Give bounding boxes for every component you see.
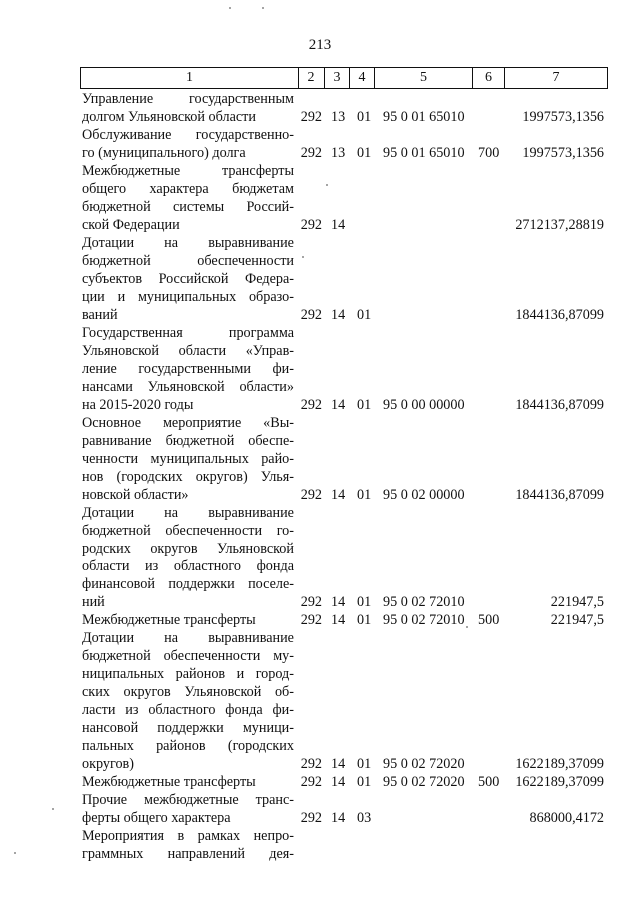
subsection-code: 01 — [357, 756, 372, 773]
section-code: 14 — [331, 594, 346, 611]
target-article-code: 95 0 02 72020 — [383, 774, 465, 791]
expense-type-code: 700 — [478, 144, 500, 161]
description-text: бюджетной обеспеченности му- — [82, 648, 294, 665]
amount-value: 1844136,87099 — [515, 306, 604, 323]
subsection-code: 01 — [357, 486, 372, 503]
subsection-code: 01 — [357, 774, 372, 791]
ministry-code: 292 — [300, 612, 322, 629]
ministry-code: 292 — [300, 756, 322, 773]
ministry-code: 292 — [300, 306, 322, 323]
description-text: ченности муниципальных райо- — [82, 450, 294, 467]
description-text: Прочие межбюджетные транс- — [82, 792, 294, 809]
description-text: ваний — [82, 306, 118, 323]
expense-type-code: 500 — [478, 612, 500, 629]
description-text: нов (городских округов) Улья- — [82, 468, 294, 485]
subsection-code: 01 — [357, 108, 372, 125]
section-code: 14 — [331, 306, 346, 323]
description-text: ний — [82, 594, 105, 611]
subsection-code: 01 — [357, 144, 372, 161]
amount-value: 1622189,37099 — [515, 756, 604, 773]
scan-speck — [262, 7, 264, 9]
subsection-code: 03 — [357, 810, 372, 827]
description-text: Управление государственным — [82, 91, 294, 107]
subsection-code: 01 — [357, 594, 372, 611]
target-article-code: 95 0 02 72010 — [383, 612, 465, 629]
header-cell-3: 3 — [325, 67, 350, 89]
description-text: ской Федерации — [82, 216, 180, 233]
description-text: Дотации на выравнивание — [82, 234, 294, 251]
scan-speck — [14, 852, 16, 854]
amount-value: 221947,5 — [550, 594, 604, 611]
description-text: ских округов Ульяновской об- — [82, 684, 294, 701]
description-text: Межбюджетные трансферты — [82, 774, 256, 791]
description-text: области из областного фонда — [82, 558, 294, 575]
amount-value: 2712137,28819 — [515, 216, 604, 233]
header-cell-7: 7 — [505, 67, 608, 89]
ministry-code: 292 — [300, 216, 322, 233]
description-text: Обслуживание государственно- — [82, 126, 294, 143]
amount-value: 868000,4172 — [529, 810, 604, 827]
ministry-code: 292 — [300, 594, 322, 611]
description-text: долгом Ульяновской области — [82, 108, 256, 125]
scan-speck — [52, 808, 54, 810]
description-text: нансовой поддержки муници- — [82, 720, 294, 737]
description-text: го (муниципального) долга — [82, 144, 246, 161]
description-text: на 2015-2020 годы — [82, 396, 194, 413]
amount-value: 221947,5 — [550, 612, 604, 629]
description-text: равнивание бюджетной обеспе- — [82, 432, 294, 449]
target-article-code: 95 0 01 65010 — [383, 144, 465, 161]
scan-speck — [326, 184, 328, 186]
target-article-code: 95 0 01 65010 — [383, 108, 465, 125]
description-text: финансовой поддержки поселе- — [82, 576, 294, 593]
ministry-code: 292 — [300, 108, 322, 125]
section-code: 13 — [331, 144, 346, 161]
section-code: 13 — [331, 108, 346, 125]
description-text: округов) — [82, 756, 134, 773]
target-article-code: 95 0 00 00000 — [383, 396, 465, 413]
description-text: ферты общего характера — [82, 810, 231, 827]
description-text: Ульяновской области «Управ- — [82, 342, 294, 359]
description-text: новской области» — [82, 486, 189, 503]
description-text: граммных направлений дея- — [82, 846, 294, 863]
subsection-code: 01 — [357, 612, 372, 629]
description-text: Дотации на выравнивание — [82, 630, 294, 647]
ministry-code: 292 — [300, 144, 322, 161]
description-text: Дотации на выравнивание — [82, 504, 294, 521]
section-code: 14 — [331, 774, 346, 791]
description-text: субъектов Российской Федера- — [82, 270, 294, 287]
target-article-code: 95 0 02 72020 — [383, 756, 465, 773]
description-text: пальных районов (городских — [82, 738, 294, 755]
subsection-code: 01 — [357, 306, 372, 323]
description-text: бюджетной обеспеченности — [82, 252, 294, 269]
scan-speck — [302, 256, 304, 258]
description-text: ление государственными фи- — [82, 360, 294, 377]
section-code: 14 — [331, 612, 346, 629]
header-cell-4: 4 — [350, 67, 375, 89]
header-cell-1: 1 — [80, 67, 299, 89]
expense-type-code: 500 — [478, 774, 500, 791]
ministry-code: 292 — [300, 774, 322, 791]
description-text: Межбюджетные трансферты — [82, 612, 256, 629]
target-article-code: 95 0 02 00000 — [383, 486, 465, 503]
ministry-code: 292 — [300, 396, 322, 413]
ministry-code: 292 — [300, 486, 322, 503]
amount-value: 1997573,1356 — [522, 144, 604, 161]
header-cell-2: 2 — [298, 67, 325, 89]
description-text: Государственная программа — [82, 324, 294, 341]
scan-speck — [229, 7, 231, 9]
amount-value: 1844136,87099 — [515, 486, 604, 503]
amount-value: 1622189,37099 — [515, 774, 604, 791]
ministry-code: 292 — [300, 810, 322, 827]
section-code: 14 — [331, 810, 346, 827]
section-code: 14 — [331, 486, 346, 503]
description-text: бюджетной системы Россий- — [82, 198, 294, 215]
description-text: ции и муниципальных образо- — [82, 288, 294, 305]
scan-speck — [466, 626, 468, 628]
header-cell-6: 6 — [473, 67, 505, 89]
page-number: 213 — [308, 37, 332, 53]
description-text: общего характера бюджетам — [82, 180, 294, 197]
description-text: ласти из областного фонда фи- — [82, 702, 294, 719]
description-text: Межбюджетные трансферты — [82, 162, 294, 179]
header-cell-5: 5 — [375, 67, 473, 89]
description-text: бюджетной обеспеченности го- — [82, 522, 294, 539]
description-text: Основное мероприятие «Вы- — [82, 414, 294, 431]
section-code: 14 — [331, 396, 346, 413]
description-text: родских округов Ульяновской — [82, 540, 294, 557]
section-code: 14 — [331, 216, 346, 233]
subsection-code: 01 — [357, 396, 372, 413]
description-text: ниципальных районов и город- — [82, 666, 294, 683]
description-text: Мероприятия в рамках непро- — [82, 828, 294, 845]
amount-value: 1844136,87099 — [515, 396, 604, 413]
description-text: нансами Ульяновской области» — [82, 378, 294, 395]
amount-value: 1997573,1356 — [522, 108, 604, 125]
target-article-code: 95 0 02 72010 — [383, 594, 465, 611]
section-code: 14 — [331, 756, 346, 773]
